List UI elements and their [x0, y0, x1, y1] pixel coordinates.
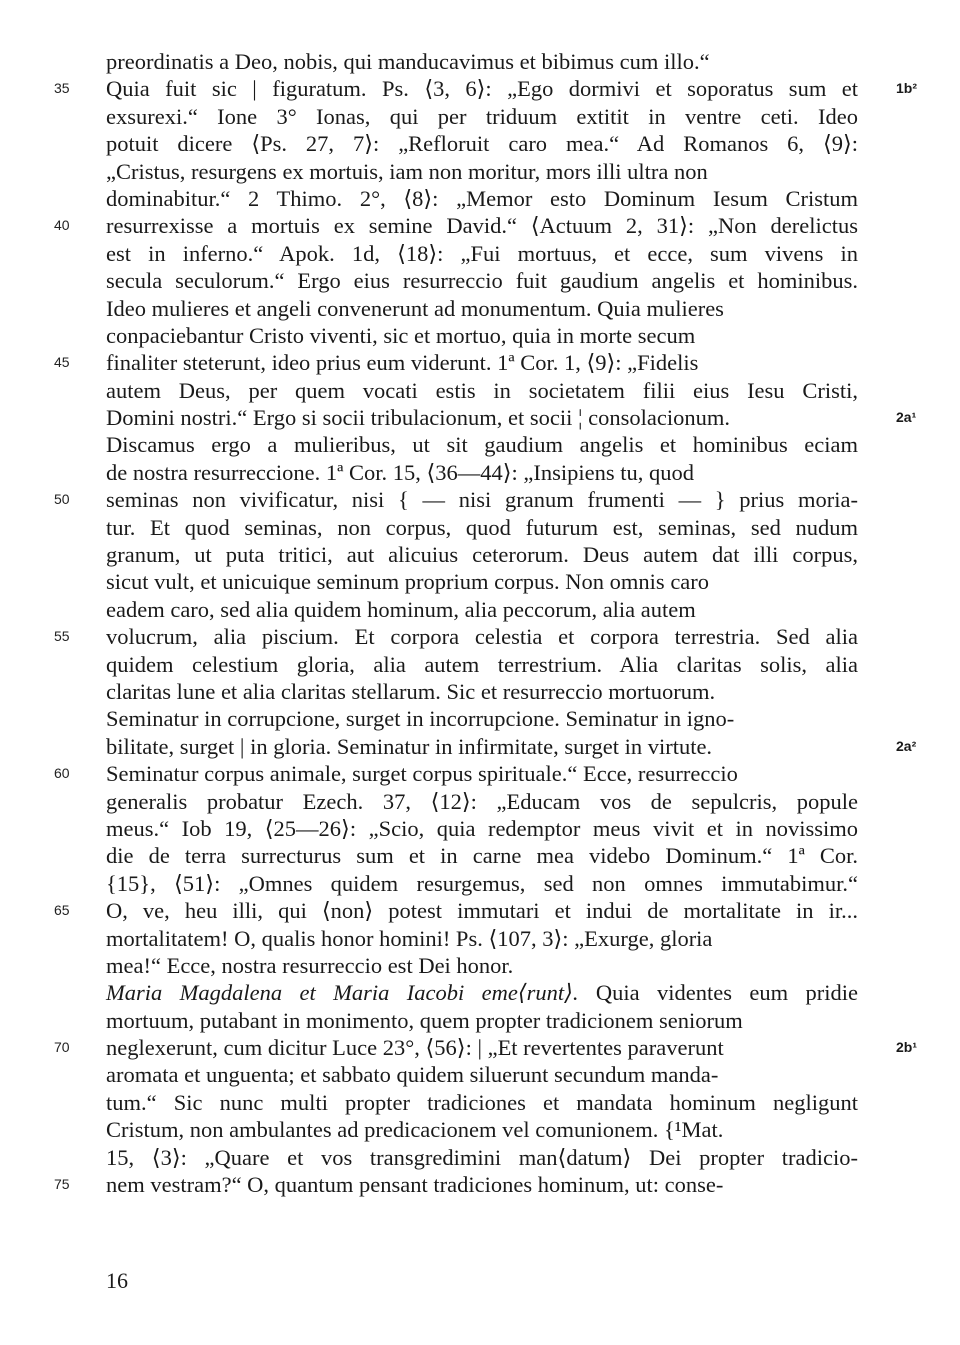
line-text: aromata et unguenta; et sabbato quidem siluerunt secundum manda-	[106, 1062, 719, 1088]
line-content	[106, 295, 724, 322]
line-content	[106, 349, 698, 376]
line-text: bilitate, surget | in gloria. Seminatur in infirmitate, surget in virtute.	[106, 733, 713, 759]
line-content	[106, 1116, 723, 1143]
text-line	[106, 1144, 858, 1171]
line-content	[106, 75, 858, 102]
text-line	[106, 1007, 858, 1034]
text-line	[106, 705, 858, 732]
line-text: generalis probatur Ezech. 37, ⟨12⟩: „Educam vos de sepulcris, popule	[106, 788, 858, 814]
text-line	[106, 103, 858, 130]
line-content	[106, 760, 738, 787]
line-content	[106, 815, 858, 842]
line-content	[106, 568, 709, 595]
line-content	[106, 870, 858, 897]
line-content	[106, 952, 513, 979]
line-text: quidem celestium gloria, alia autem terrestrium. Alia claritas solis, alia	[106, 651, 858, 677]
line-text: Quia videntes eum pridie	[578, 980, 858, 1006]
line-content	[106, 404, 730, 431]
line-content	[106, 267, 858, 294]
line-text: resurrexisse a mortuis ex semine David.“ ⟨Actuum 2, 31⟩: „Non derelictus	[106, 213, 858, 239]
text-line	[106, 1116, 858, 1143]
line-content	[106, 486, 858, 513]
line-text: conpaciebantur Cristo viventi, sic et mortuo, quia in morte secum	[106, 322, 696, 348]
line-text: meus.“ Iob 19, ⟨25—26⟩: „Scio, quia redemptor meus vivit et in novissimo	[106, 815, 858, 841]
line-content	[106, 541, 858, 568]
text-line	[54, 760, 858, 787]
line-content	[106, 1007, 743, 1034]
line-text: preordinatis a Deo, nobis, qui manducavimus et bibimus cum illo.“	[106, 49, 710, 74]
line-text: finaliter steterunt, ideo prius eum viderunt. 1ª Cor. 1, ⟨9⟩: „Fidelis	[106, 350, 699, 376]
text-line	[106, 815, 858, 842]
line-content	[106, 1061, 718, 1088]
line-text: potuit dicere ⟨Ps. 27, 7⟩: „Refloruit caro mea.“ Ad Romanos 6, ⟨9⟩:	[106, 131, 858, 157]
line-content	[106, 322, 695, 349]
line-content	[106, 240, 858, 267]
text-line	[54, 1171, 858, 1198]
folio-marker: 2a¹	[896, 409, 917, 426]
line-content	[106, 897, 858, 924]
text-line	[106, 404, 917, 431]
line-text: dominabitur.“ 2 Thimo. 2°, ⟨8⟩: „Memor esto Dominum Iesum Cristum	[106, 185, 858, 211]
text-line	[106, 48, 858, 75]
line-content	[106, 185, 858, 212]
text-line	[54, 486, 858, 513]
text-line	[106, 541, 858, 568]
text-line	[106, 979, 858, 1006]
line-number: 45	[54, 354, 70, 371]
text-line	[106, 185, 858, 212]
line-content	[106, 842, 858, 869]
line-text: volucrum, alia piscium. Et corpora celestia et corpora terrestria. Sed alia	[106, 624, 858, 650]
line-content	[106, 212, 858, 239]
text-line	[54, 623, 858, 650]
line-text: nem vestram?“ O, quantum pensant tradiciones hominum, ut: conse-	[106, 1172, 724, 1198]
line-content	[106, 459, 694, 486]
folio-marker: 1b²	[896, 80, 917, 97]
line-content	[106, 788, 858, 815]
line-content	[106, 48, 710, 75]
line-content	[106, 130, 858, 157]
line-number: 65	[54, 902, 70, 919]
line-content	[106, 431, 858, 458]
line-content	[106, 1171, 723, 1198]
line-text: 15, ⟨3⟩: „Quare et vos transgredimini man⟨datum⟩ Dei propter tradicio-	[106, 1144, 858, 1170]
line-text: secula seculorum.“ Ergo eius resurreccio fuit gaudium angelis et hominibus.	[106, 268, 858, 294]
line-number: 70	[54, 1039, 70, 1056]
text-line	[54, 349, 858, 376]
line-content	[106, 623, 858, 650]
line-text: mea!“ Ecce, nostra resurreccio est Dei honor.	[106, 952, 514, 978]
line-text: mortuum, putabant in monimento, quem propter tradicionem seniorum	[106, 1007, 743, 1033]
line-text: granum, ut puta tritici, aut alicuius ceterorum. Deus autem dat illi corpus,	[106, 542, 858, 568]
line-content	[106, 705, 734, 732]
line-content	[106, 103, 858, 130]
text-line	[106, 842, 858, 869]
line-text: neglexerunt, cum dicitur Luce 23°, ⟨56⟩: | „Et revertentes paraverunt	[106, 1035, 724, 1061]
text-line	[54, 212, 858, 239]
line-text: Seminatur corpus animale, surget corpus spirituale.“ Ecce, resurreccio	[106, 761, 738, 787]
line-number: 60	[54, 765, 70, 782]
text-line	[106, 651, 858, 678]
line-text: „Cristus, resurgens ex mortuis, iam non moritur, mors illi ultra non	[106, 158, 708, 184]
text-line	[106, 1089, 858, 1116]
text-line	[106, 733, 917, 760]
text-line	[106, 514, 858, 541]
line-content	[106, 377, 858, 404]
line-number: 35	[54, 80, 70, 97]
line-text: tum.“ Sic nunc multi propter tradiciones et mandata hominum negligunt	[106, 1089, 858, 1115]
line-text: Discamus ergo a mulieribus, ut sit gaudium angelis et hominibus eciam	[106, 432, 858, 458]
line-text: tur. Et quod seminas, non corpus, quod futurum est, seminas, sed nudum	[106, 514, 858, 540]
text-line	[106, 596, 858, 623]
line-content	[106, 1034, 724, 1061]
line-number: 40	[54, 217, 70, 234]
text-line	[54, 897, 858, 924]
line-text: O, ve, heu illi, qui ⟨non⟩ potest immutari et indui de mortalitate in ir...	[106, 898, 858, 924]
text-line	[106, 788, 858, 815]
text-line	[106, 130, 858, 157]
line-number: 55	[54, 628, 70, 645]
line-content	[106, 514, 858, 541]
text-line	[106, 678, 858, 705]
line-text: Quia fuit sic | figuratum. Ps. ⟨3, 6⟩: „Ego dormivi et soporatus sum et	[106, 76, 858, 102]
line-text: Seminatur in corrupcione, surget in incorrupcione. Seminatur in igno-	[106, 706, 735, 732]
line-content	[106, 979, 858, 1006]
line-content	[106, 678, 715, 705]
line-text: autem Deus, per quem vocati estis in societatem filii eius Iesu Cristi,	[106, 377, 858, 403]
text-line	[106, 240, 858, 267]
text-line	[106, 295, 858, 322]
text-line	[106, 267, 858, 294]
line-text: eadem caro, sed alia quidem hominum, alia peccorum, alia autem	[106, 596, 696, 622]
body-text	[54, 48, 917, 1198]
line-content	[106, 158, 708, 185]
text-line	[106, 1061, 858, 1088]
line-text: est in inferno.“ Apok. 1d, ⟨18⟩: „Fui mortuus, et ecce, sum vivens in	[106, 240, 858, 266]
line-text: seminas non vivificatur, nisi { — nisi granum frumenti — } prius moria-	[106, 487, 858, 513]
line-content	[106, 733, 712, 760]
line-text: {15}, ⟨51⟩: „Omnes quidem resurgemus, sed non omnes immutabimur.“	[106, 870, 858, 896]
line-number: 75	[54, 1176, 70, 1193]
text-line	[54, 75, 917, 102]
text-line	[106, 322, 858, 349]
line-text: claritas lune et alia claritas stellarum. Sic et resurreccio mortuorum.	[106, 678, 716, 704]
text-line	[106, 377, 858, 404]
line-text: die de terra surrecturus sum et in carne mea videbo Dominum.“ 1ª Cor.	[106, 843, 858, 869]
line-text: exsurexi.“ Ione 3° Ionas, qui per triduum extitit in ventre ceti. Ideo	[106, 103, 858, 129]
page-number: 16	[106, 1268, 128, 1293]
text-line	[106, 431, 858, 458]
text-line	[106, 952, 858, 979]
line-content	[106, 925, 712, 952]
text-line	[106, 925, 858, 952]
line-number: 50	[54, 491, 70, 508]
line-content	[106, 1089, 858, 1116]
text-line	[106, 158, 858, 185]
folio-marker: 2b¹	[896, 1039, 917, 1056]
line-content	[106, 596, 696, 623]
line-text: de nostra resurreccione. 1ª Cor. 15, ⟨36—44⟩: „Insipiens tu, quod	[106, 459, 695, 485]
folio-marker: 2a²	[896, 737, 917, 754]
line-text: Ideo mulieres et angeli convenerunt ad monumentum. Quia mulieres	[106, 295, 724, 321]
line-text: mortalitatem! O, qualis honor homini! Ps. ⟨107, 3⟩: „Exurge, gloria	[106, 925, 713, 951]
text-line	[106, 870, 858, 897]
line-text: Cristum, non ambulantes ad predicacionem vel comunionem. {¹Mat.	[106, 1117, 724, 1143]
text-line	[106, 459, 858, 486]
line-text: Domini nostri.“ Ergo si socii tribulacionum, et socii ¦ consolacionum.	[106, 405, 731, 431]
text-line	[54, 1034, 917, 1061]
italic-lemma: Maria Magdalena et Maria Iacobi eme⟨runt⟩.	[106, 980, 579, 1006]
line-content	[106, 651, 858, 678]
text-line	[106, 568, 858, 595]
line-text: sicut vult, et unicuique seminum proprium corpus. Non omnis caro	[106, 569, 710, 595]
line-content	[106, 1144, 858, 1171]
